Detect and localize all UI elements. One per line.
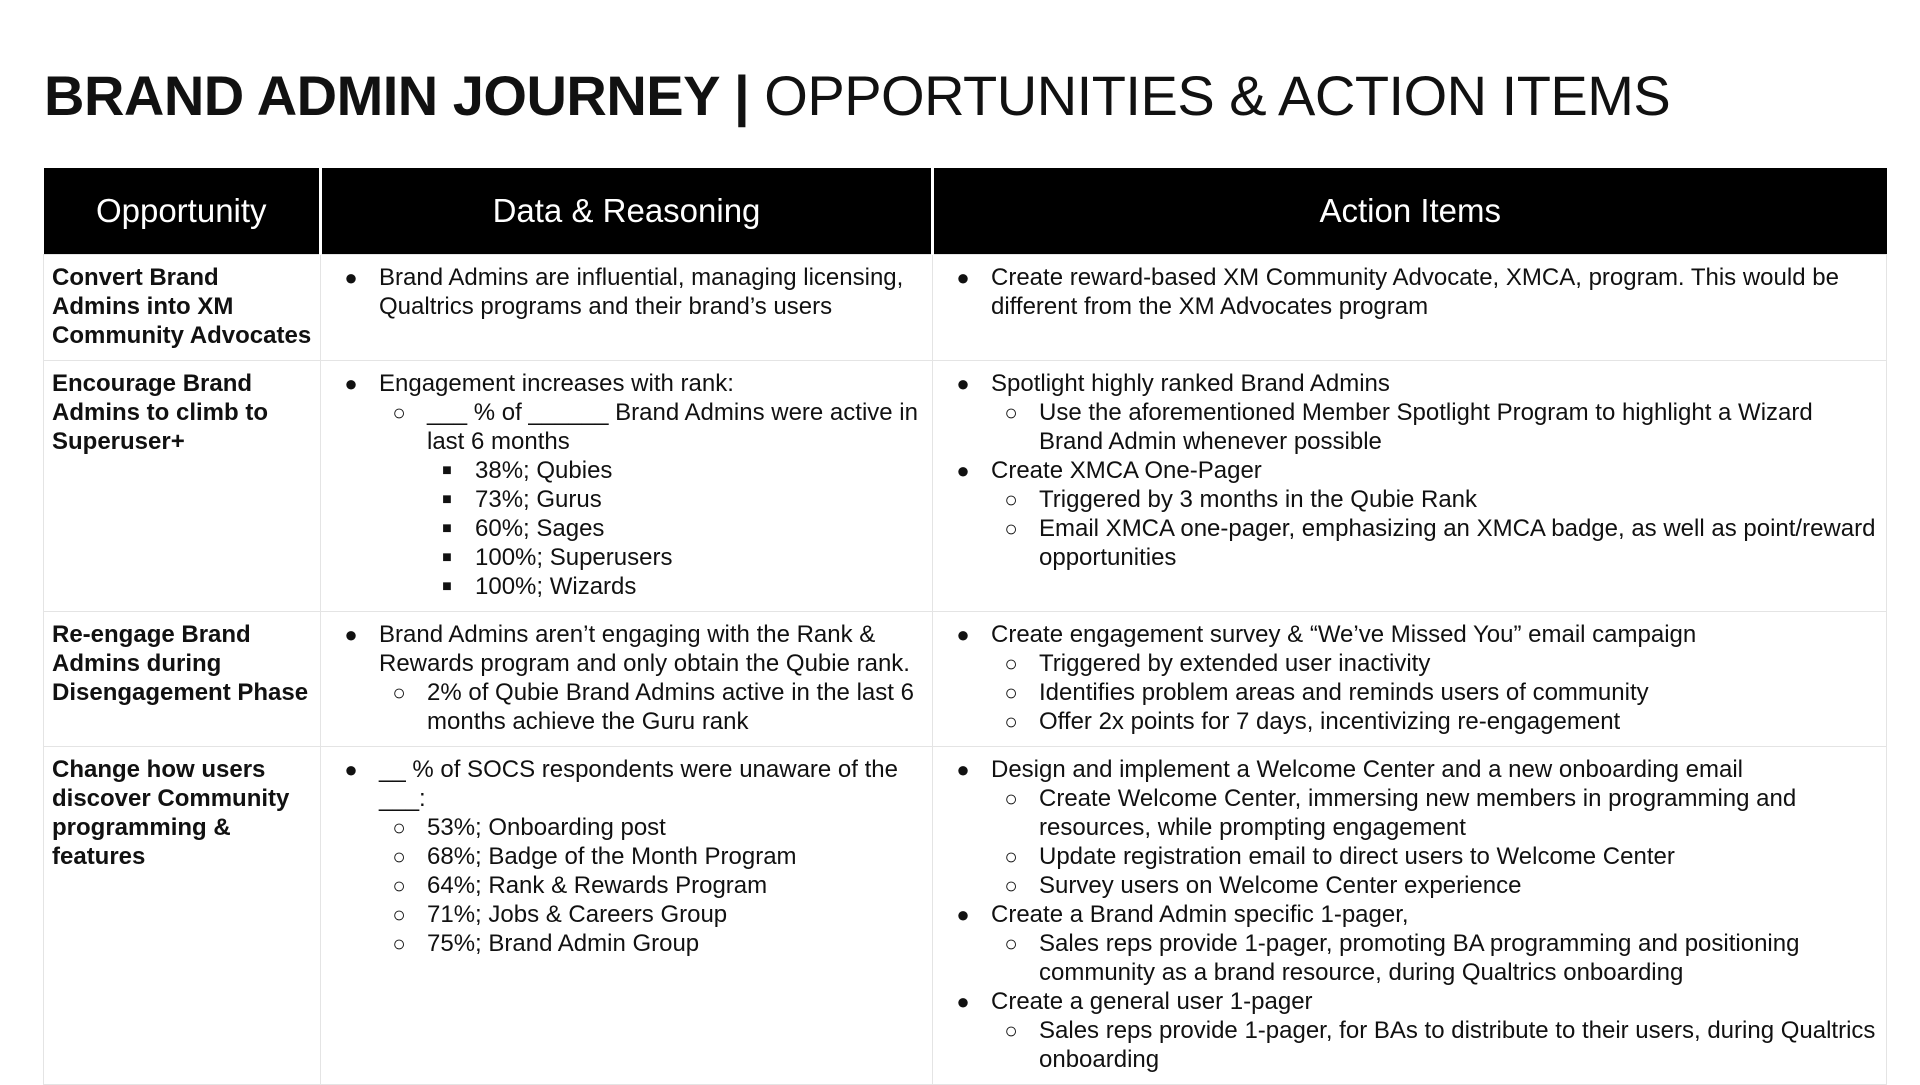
bullet-marker: ■ (442, 549, 452, 566)
bullet-marker: ■ (442, 491, 452, 508)
bullet-marker: ○ (1004, 709, 1018, 734)
list-item (991, 784, 1878, 842)
bullet-marker: ○ (1004, 400, 1018, 425)
bullet-list-level-2 (379, 398, 924, 601)
opportunity-cell: Encourage Brand Admins to climb to Superuser+ (44, 361, 321, 612)
bullet-marker: ● (956, 622, 970, 647)
list-item (329, 620, 924, 736)
bullet-text: 71%; Jobs & Careers Group (427, 901, 728, 928)
bullet-marker: ● (344, 757, 358, 782)
list-item (379, 842, 924, 871)
bullet-marker: ■ (442, 578, 452, 595)
list-item (427, 543, 924, 572)
bullet-text: 2% of Qubie Brand Admins active in the last 6 months achieve the Guru rank (427, 679, 914, 735)
opportunity-cell: Re-engage Brand Admins during Disengagement Phase (44, 612, 321, 747)
list-item (427, 485, 924, 514)
bullet-text: __ % of SOCS respondents were unaware of the ___: (379, 756, 898, 812)
bullet-text: Design and implement a Welcome Center and a new onboarding email (991, 756, 1743, 783)
list-item (941, 620, 1878, 736)
bullet-list-level-1 (941, 620, 1878, 736)
bullet-text: Update registration email to direct users to Welcome Center (1039, 843, 1675, 870)
list-item (991, 678, 1878, 707)
table-row (44, 747, 1887, 1085)
header-data-reasoning: Data & Reasoning (321, 168, 933, 255)
action-items-cell (933, 361, 1887, 612)
bullet-text: Create engagement survey & “We’ve Missed You” email campaign (991, 621, 1697, 648)
bullet-text: 73%; Gurus (475, 486, 602, 513)
bullet-list-level-1 (941, 263, 1878, 321)
list-item (991, 485, 1878, 514)
table-row (44, 255, 1887, 361)
list-item (991, 707, 1878, 736)
bullet-list-level-1 (941, 369, 1878, 572)
bullet-text: Offer 2x points for 7 days, incentivizing re-engagement (1039, 708, 1621, 735)
list-item (941, 456, 1878, 572)
opportunity-cell: Change how users discover Community programming & features (44, 747, 321, 1085)
bullet-marker: ● (956, 989, 970, 1014)
table-row (44, 612, 1887, 747)
bullet-text: Triggered by extended user inactivity (1039, 650, 1431, 677)
bullet-marker: ○ (392, 931, 406, 956)
bullet-text: Create Welcome Center, immersing new members in programming and resources, while prompting engagement (1039, 785, 1797, 841)
action-items-cell (933, 612, 1887, 747)
bullet-list-level-2 (991, 784, 1878, 900)
bullet-list-level-1 (329, 620, 924, 736)
bullet-marker: ○ (1004, 516, 1018, 541)
bullet-text: 100%; Wizards (475, 573, 637, 600)
bullet-marker: ● (956, 902, 970, 927)
data-reasoning-cell (321, 255, 933, 361)
bullet-list-level-2 (991, 649, 1878, 736)
bullet-text: Use the aforementioned Member Spotlight Program to highlight a Wizard Brand Admin whenever possible (1039, 399, 1813, 455)
bullet-marker: ● (956, 371, 970, 396)
title-light: OPPORTUNITIES & ACTION ITEMS (764, 64, 1671, 127)
list-item (991, 842, 1878, 871)
bullet-text: Brand Admins are influential, managing licensing, Qualtrics programs and their brand’s users (379, 264, 904, 320)
list-item (991, 929, 1878, 987)
bullet-marker: ○ (392, 815, 406, 840)
data-reasoning-cell (321, 747, 933, 1085)
bullet-text: 75%; Brand Admin Group (427, 930, 700, 957)
bullet-text: Create XMCA One-Pager (991, 457, 1262, 484)
bullet-list-level-2 (379, 813, 924, 958)
list-item (379, 813, 924, 842)
bullet-text: 38%; Qubies (475, 457, 613, 484)
bullet-marker: ■ (442, 462, 452, 479)
bullet-marker: ● (344, 622, 358, 647)
bullet-marker: ● (344, 371, 358, 396)
bullet-text: Survey users on Welcome Center experience (1039, 872, 1522, 899)
bullet-list-level-1 (941, 755, 1878, 1074)
bullet-marker: ○ (392, 400, 406, 425)
list-item (941, 369, 1878, 456)
bullet-marker: ● (956, 458, 970, 483)
bullet-text: Sales reps provide 1-pager, for BAs to distribute to their users, during Qualtrics onboarding (1039, 1017, 1876, 1073)
header-row (44, 168, 1887, 255)
bullet-marker: ● (956, 265, 970, 290)
bullet-marker: ○ (392, 873, 406, 898)
bullet-text: Brand Admins aren’t engaging with the Rank & Rewards program and only obtain the Qubie rank. (379, 621, 910, 677)
action-items-cell (933, 747, 1887, 1085)
bullet-text: Create reward-based XM Community Advocate, XMCA, program. This would be different from the XM Advocates program (991, 264, 1839, 320)
list-item (991, 398, 1878, 456)
list-item (427, 456, 924, 485)
list-item (991, 871, 1878, 900)
table-row (44, 361, 1887, 612)
bullet-text: 60%; Sages (475, 515, 605, 542)
bullet-list-level-1 (329, 263, 924, 321)
list-item (427, 572, 924, 601)
bullet-marker: ○ (1004, 844, 1018, 869)
bullet-marker: ■ (442, 520, 452, 537)
list-item (991, 1016, 1878, 1074)
bullet-text: Email XMCA one-pager, emphasizing an XMCA badge, as well as point/reward opportunities (1039, 515, 1876, 571)
list-item (941, 987, 1878, 1074)
bullet-marker: ● (344, 265, 358, 290)
list-item (329, 263, 924, 321)
list-item (941, 263, 1878, 321)
bullet-text: Triggered by 3 months in the Qubie Rank (1039, 486, 1478, 513)
table-body (44, 255, 1887, 1085)
bullet-text: Sales reps provide 1-pager, promoting BA programming and positioning community as a brand resource, during Qualtrics onboarding (1039, 930, 1800, 986)
header-opportunity: Opportunity (44, 168, 321, 255)
bullet-list-level-1 (329, 369, 924, 601)
bullet-marker: ● (956, 757, 970, 782)
action-items-cell (933, 255, 1887, 361)
bullet-list-level-2 (991, 485, 1878, 572)
bullet-list-level-2 (991, 929, 1878, 987)
list-item (379, 678, 924, 736)
list-item (991, 649, 1878, 678)
bullet-text: Spotlight highly ranked Brand Admins (991, 370, 1390, 397)
list-item (941, 755, 1878, 900)
data-reasoning-cell (321, 612, 933, 747)
bullet-marker: ○ (1004, 931, 1018, 956)
bullet-text: Engagement increases with rank: (379, 370, 734, 397)
bullet-marker: ○ (1004, 680, 1018, 705)
list-item (941, 900, 1878, 987)
opportunities-table (43, 168, 1887, 1085)
list-item (379, 929, 924, 958)
bullet-text: 100%; Superusers (475, 544, 673, 571)
title-bold: BRAND ADMIN JOURNEY | (44, 64, 750, 127)
bullet-list-level-2 (991, 398, 1878, 456)
list-item (329, 755, 924, 958)
bullet-text: Create a general user 1-pager (991, 988, 1313, 1015)
bullet-marker: ○ (1004, 487, 1018, 512)
bullet-text: 68%; Badge of the Month Program (427, 843, 797, 870)
opportunity-cell: Convert Brand Admins into XM Community Advocates (44, 255, 321, 361)
bullet-text: 64%; Rank & Rewards Program (427, 872, 768, 899)
bullet-marker: ○ (1004, 1018, 1018, 1043)
list-item (329, 369, 924, 601)
bullet-text: ___ % of ______ Brand Admins were active in last 6 months (427, 399, 918, 455)
bullet-list-level-2 (991, 1016, 1878, 1074)
bullet-marker: ○ (1004, 651, 1018, 676)
bullet-text: 53%; Onboarding post (427, 814, 666, 841)
list-item (379, 398, 924, 601)
data-reasoning-cell (321, 361, 933, 612)
bullet-marker: ○ (1004, 786, 1018, 811)
page-title (44, 62, 1670, 130)
bullet-text: Identifies problem areas and reminds users of community (1039, 679, 1649, 706)
bullet-marker: ○ (392, 844, 406, 869)
list-item (427, 514, 924, 543)
list-item (379, 900, 924, 929)
list-item (379, 871, 924, 900)
bullet-list-level-2 (379, 678, 924, 736)
bullet-marker: ○ (392, 902, 406, 927)
bullet-text: Create a Brand Admin specific 1-pager, (991, 901, 1409, 928)
bullet-list-level-1 (329, 755, 924, 958)
bullet-marker: ○ (392, 680, 406, 705)
bullet-marker: ○ (1004, 873, 1018, 898)
header-action-items: Action Items (933, 168, 1887, 255)
bullet-list-level-3 (427, 456, 924, 601)
list-item (991, 514, 1878, 572)
